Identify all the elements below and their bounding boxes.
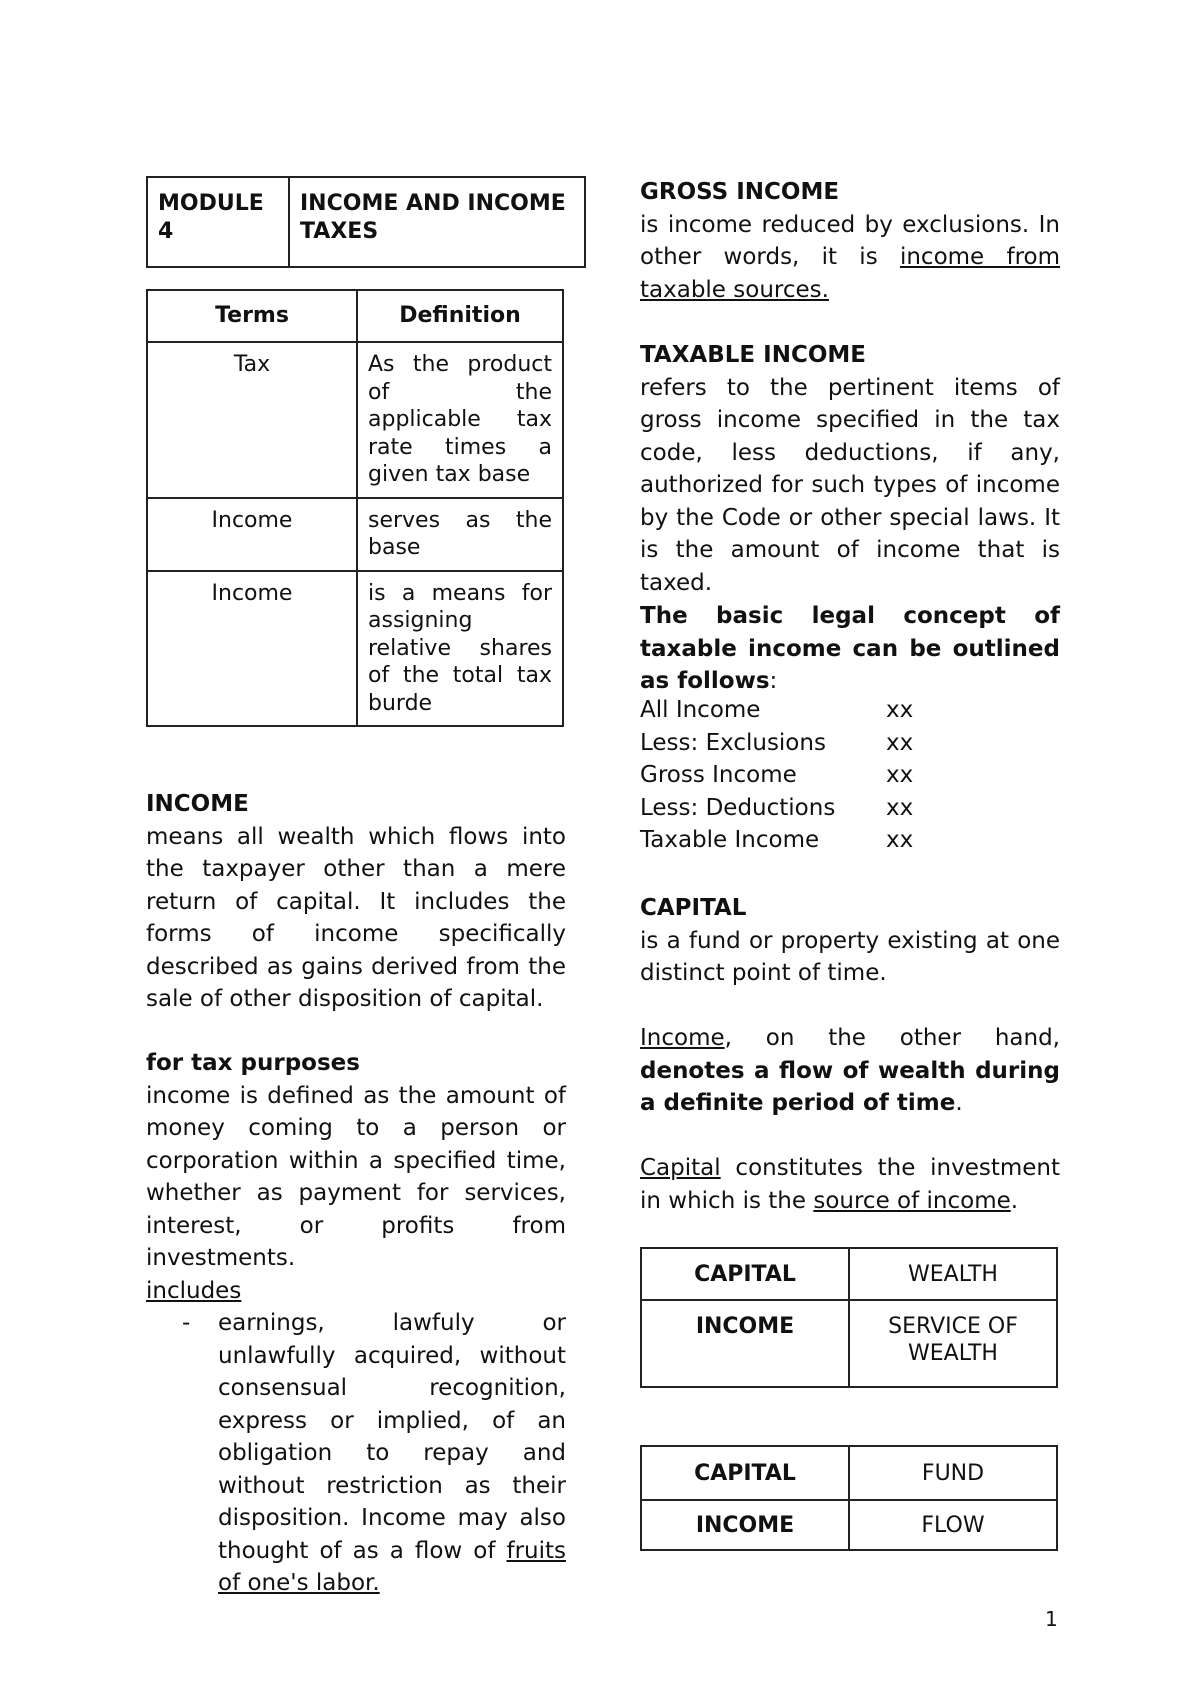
list-item — [146, 1307, 566, 1600]
calc-row — [640, 694, 940, 727]
table-value: FUND — [849, 1446, 1057, 1500]
calc-value: xx — [886, 794, 914, 821]
calc-value: xx — [886, 697, 914, 723]
capital-constitutes-word: Capital — [640, 1155, 721, 1181]
taxable-income-text: refers to the pertinent items of gross income specified in the tax code, less deductions, if any, authorized for such types of income by the Code or other special laws. It is the amount of income that is taxed. — [640, 374, 1060, 596]
capital-wealth-table — [640, 1247, 1058, 1388]
calc-label: Less: Deductions — [640, 794, 836, 821]
includes-label: includes — [146, 1277, 242, 1304]
definition-cell: As the product of the applicable tax rate times a given tax base — [357, 342, 563, 498]
bullet-underlined-text: fruits of one's labor. — [218, 1537, 567, 1596]
table-row — [641, 1248, 1057, 1300]
module-header-table — [146, 176, 586, 268]
tax-purposes-text: income is defined as the amount of money coming to a person or corporation within a specified time, whether as payment for services, interest, or profits from investments. — [146, 1082, 566, 1271]
income-vs-bold: denotes a flow of wealth during a definite period of time — [640, 1057, 1060, 1116]
terms-table — [146, 289, 564, 727]
table-key: INCOME — [641, 1500, 849, 1550]
gross-income-section — [640, 176, 1060, 306]
taxable-income-heading: TAXABLE INCOME — [640, 342, 866, 368]
calc-label: Less: Exclusions — [640, 729, 826, 756]
table-row — [147, 342, 563, 498]
gross-income-text: is income reduced by exclusions. In other words, it is — [640, 211, 1060, 270]
tax-purposes-heading: for tax purposes — [146, 1050, 360, 1076]
basic-concept — [640, 600, 1060, 698]
table-row — [641, 1300, 1057, 1387]
capital-heading: CAPITAL — [640, 895, 747, 921]
capital-text: is a fund or property existing at one distinct point of time. — [640, 927, 1060, 986]
tax-purposes-section — [146, 1047, 566, 1600]
terms-header: Terms — [147, 290, 357, 342]
income-heading: INCOME — [146, 791, 249, 817]
income-section — [146, 788, 566, 1016]
calc-label: Gross Income — [640, 762, 797, 788]
basic-concept-colon: : — [769, 668, 778, 694]
table-row — [147, 571, 563, 727]
calc-label: Taxable Income — [640, 827, 820, 853]
bullet-text: earnings, lawfuly or unlawfully acquired, without consensual recognition, express or implied, of an obligation to repay and without restriction as their disposition. Income may also thought of as a flow of — [218, 1310, 566, 1564]
term-cell: Income — [147, 498, 357, 571]
capital-section — [640, 892, 1060, 990]
capital-constitutes-end: . — [1010, 1187, 1019, 1214]
calc-row — [640, 727, 940, 760]
calc-value: xx — [886, 762, 914, 788]
table-row — [641, 1500, 1057, 1550]
module-title: INCOME AND INCOME TAXES — [289, 177, 585, 267]
table-value: WEALTH — [849, 1248, 1057, 1300]
calc-row — [640, 759, 940, 792]
income-vs-text: , on the other hand, — [724, 1025, 1060, 1051]
taxable-income-calculation — [640, 694, 940, 857]
table-row — [147, 498, 563, 571]
capital-constitutes-underlined: source of income — [813, 1187, 1011, 1214]
income-vs-end: . — [955, 1090, 963, 1116]
taxable-income-section — [640, 339, 1060, 599]
gross-income-heading: GROSS INCOME — [640, 179, 840, 205]
capital-constitutes — [640, 1152, 1060, 1217]
table-value: FLOW — [849, 1500, 1057, 1550]
definition-cell: is a means for assigning relative shares of the total tax burde — [357, 571, 563, 727]
income-vs-capital — [640, 1022, 1060, 1120]
gross-income-underlined: income from taxable sources. — [640, 244, 1061, 303]
bullet-dash: - — [182, 1310, 191, 1336]
capital-fund-table — [640, 1445, 1058, 1551]
basic-concept-text: The basic legal concept of taxable income can be outlined as follows — [640, 603, 1060, 694]
table-value: SERVICE OF WEALTH — [849, 1300, 1057, 1387]
term-cell: Income — [147, 571, 357, 727]
table-key: CAPITAL — [641, 1446, 849, 1500]
calc-value: xx — [886, 729, 914, 756]
page-number: 1 — [1045, 1607, 1058, 1631]
calc-value: xx — [886, 827, 914, 853]
table-row — [641, 1446, 1057, 1500]
income-text: means all wealth which flows into the taxpayer other than a mere return of capital. It includes the forms of income specifically described as gains derived from the sale of other disposition of capital. — [146, 823, 566, 1012]
calc-row — [640, 792, 940, 825]
income-vs-word: Income — [640, 1025, 725, 1051]
calc-row — [640, 824, 940, 857]
calc-label: All Income — [640, 697, 761, 723]
definition-header: Definition — [357, 290, 563, 342]
module-number: MODULE 4 — [147, 177, 289, 267]
table-key: INCOME — [641, 1300, 849, 1387]
capital-constitutes-text: constitutes the investment in which is the — [640, 1155, 1060, 1214]
includes-list — [146, 1307, 566, 1600]
table-key: CAPITAL — [641, 1248, 849, 1300]
term-cell: Tax — [147, 342, 357, 498]
definition-cell: serves as the base — [357, 498, 563, 571]
